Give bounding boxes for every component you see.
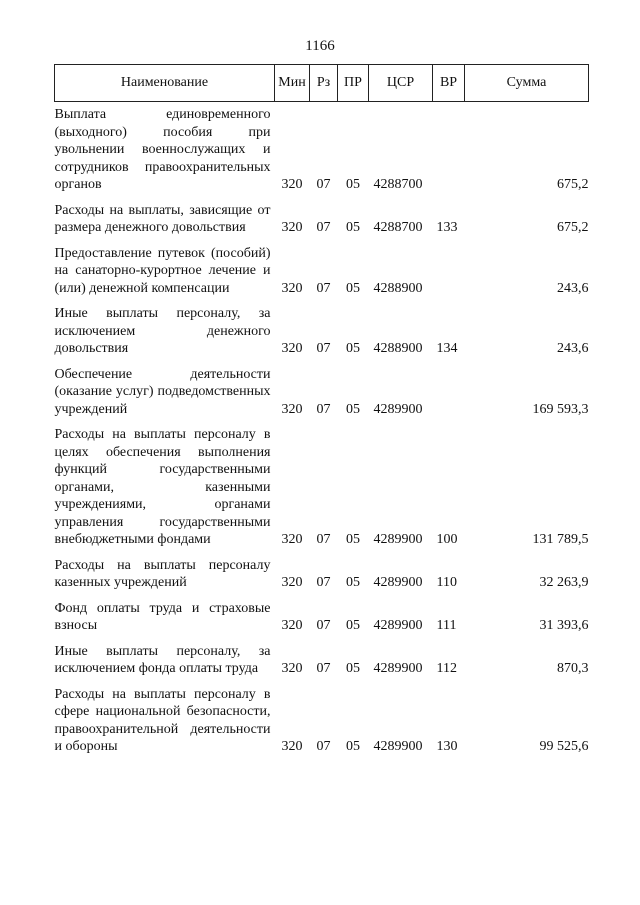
- row-sum: 675,2: [557, 220, 589, 235]
- row-vr: 133: [436, 220, 458, 235]
- table-row: [55, 358, 589, 419]
- row-sum: 99 525,6: [539, 739, 589, 754]
- table-body: [55, 102, 589, 756]
- row-rz: 07: [316, 532, 331, 547]
- row-pr: 05: [346, 220, 360, 235]
- row-pr: 05: [346, 739, 360, 754]
- row-sum: 31 393,6: [539, 618, 589, 633]
- header-name: Наименование: [55, 65, 275, 102]
- row-vr: [433, 237, 465, 298]
- row-sum: 32 263,9: [539, 575, 589, 590]
- row-csr: 4289900: [373, 618, 423, 633]
- row-csr: 4289900: [373, 739, 423, 754]
- table-row: [55, 297, 589, 358]
- header-min: Мин: [275, 65, 310, 102]
- row-name: Иные выплаты персоналу, за исключением фонда оплаты труда: [54, 643, 271, 676]
- row-csr: 4288700: [373, 220, 423, 235]
- row-csr: 4289900: [373, 532, 423, 547]
- row-min: 320: [281, 618, 303, 633]
- row-sum: 243,6: [557, 341, 589, 356]
- row-min: 320: [281, 220, 303, 235]
- table-row: [55, 635, 589, 678]
- page-number: 1166: [305, 38, 335, 54]
- row-vr: 100: [436, 532, 458, 547]
- row-name: Расходы на выплаты персоналу в целях обеспечения выполнения функций государственными органами, казенными учреждениями, органами управления государственными внебюджетными фондами: [54, 427, 271, 547]
- row-name: Обеспечение деятельности (оказание услуг) подведомственных учреждений: [54, 366, 271, 417]
- table-row: [55, 418, 589, 549]
- row-vr: [433, 102, 465, 194]
- row-rz: 07: [316, 220, 331, 235]
- row-name: Предоставление путевок (пособий) на санаторно-курортное лечение и (или) денежной компенсации: [54, 245, 271, 296]
- row-min: 320: [281, 661, 303, 676]
- row-pr: 05: [346, 280, 360, 296]
- row-csr: 4289900: [373, 575, 423, 590]
- row-name: Расходы на выплаты персоналу в сфере национальной безопасности, правоохранительной деятельности и обороны: [54, 686, 271, 754]
- row-rz: 07: [316, 341, 331, 356]
- row-min: 320: [281, 177, 303, 192]
- row-rz: 07: [316, 739, 331, 754]
- row-vr: 110: [436, 575, 457, 590]
- row-rz: 07: [316, 177, 331, 192]
- row-sum: 169 593,3: [532, 401, 589, 417]
- row-csr: 4288900: [373, 280, 423, 296]
- table-row: [55, 592, 589, 635]
- row-vr: 130: [436, 739, 458, 754]
- row-min: 320: [281, 341, 303, 356]
- table-row: [55, 194, 589, 237]
- row-rz: 07: [316, 280, 331, 296]
- row-pr: 05: [346, 401, 360, 417]
- table-row: [55, 237, 589, 298]
- header-rz: Рз: [310, 65, 338, 102]
- row-rz: 07: [316, 575, 331, 590]
- row-min: 320: [281, 575, 303, 590]
- table-row: [55, 102, 589, 194]
- header-pr: ПР: [338, 65, 369, 102]
- row-min: 320: [281, 401, 303, 417]
- row-rz: 07: [316, 661, 331, 676]
- table-row: [55, 678, 589, 756]
- row-pr: 05: [346, 661, 360, 676]
- row-vr: [433, 358, 465, 419]
- row-csr: 4288700: [373, 177, 423, 192]
- row-vr: 111: [436, 618, 457, 633]
- row-min: 320: [281, 532, 303, 547]
- row-csr: 4288900: [373, 341, 423, 356]
- row-csr: 4289900: [373, 661, 423, 676]
- header-csr: ЦСР: [369, 65, 433, 102]
- budget-table: [54, 64, 589, 756]
- row-name: Выплата единовременного (выходного) пособия при увольнении военнослужащих и сотрудников правоохранительных органов: [54, 107, 271, 192]
- row-rz: 07: [316, 401, 331, 417]
- row-name: Расходы на выплаты персоналу казенных учреждений: [54, 557, 271, 590]
- row-sum: 243,6: [557, 280, 589, 296]
- row-sum: 675,2: [557, 177, 589, 192]
- row-name: Фонд оплаты труда и страховые взносы: [54, 600, 271, 633]
- row-pr: 05: [346, 532, 360, 547]
- row-vr: 134: [436, 341, 458, 356]
- row-rz: 07: [316, 618, 331, 633]
- header-vr: ВР: [433, 65, 465, 102]
- row-sum: 870,3: [557, 661, 589, 676]
- row-pr: 05: [346, 341, 360, 356]
- row-pr: 05: [346, 575, 360, 590]
- table-header: [55, 65, 589, 102]
- row-pr: 05: [346, 177, 360, 192]
- table-row: [55, 549, 589, 592]
- row-vr: 112: [436, 661, 457, 676]
- row-min: 320: [281, 280, 303, 296]
- row-csr: 4289900: [373, 401, 423, 417]
- header-sum: Сумма: [465, 65, 589, 102]
- row-name: Иные выплаты персоналу, за исключением денежного довольствия: [54, 306, 271, 356]
- row-sum: 131 789,5: [532, 532, 589, 547]
- row-pr: 05: [346, 618, 360, 633]
- header-row: [55, 65, 589, 102]
- row-name: Расходы на выплаты, зависящие от размера денежного довольствия: [54, 202, 271, 235]
- row-min: 320: [281, 739, 303, 754]
